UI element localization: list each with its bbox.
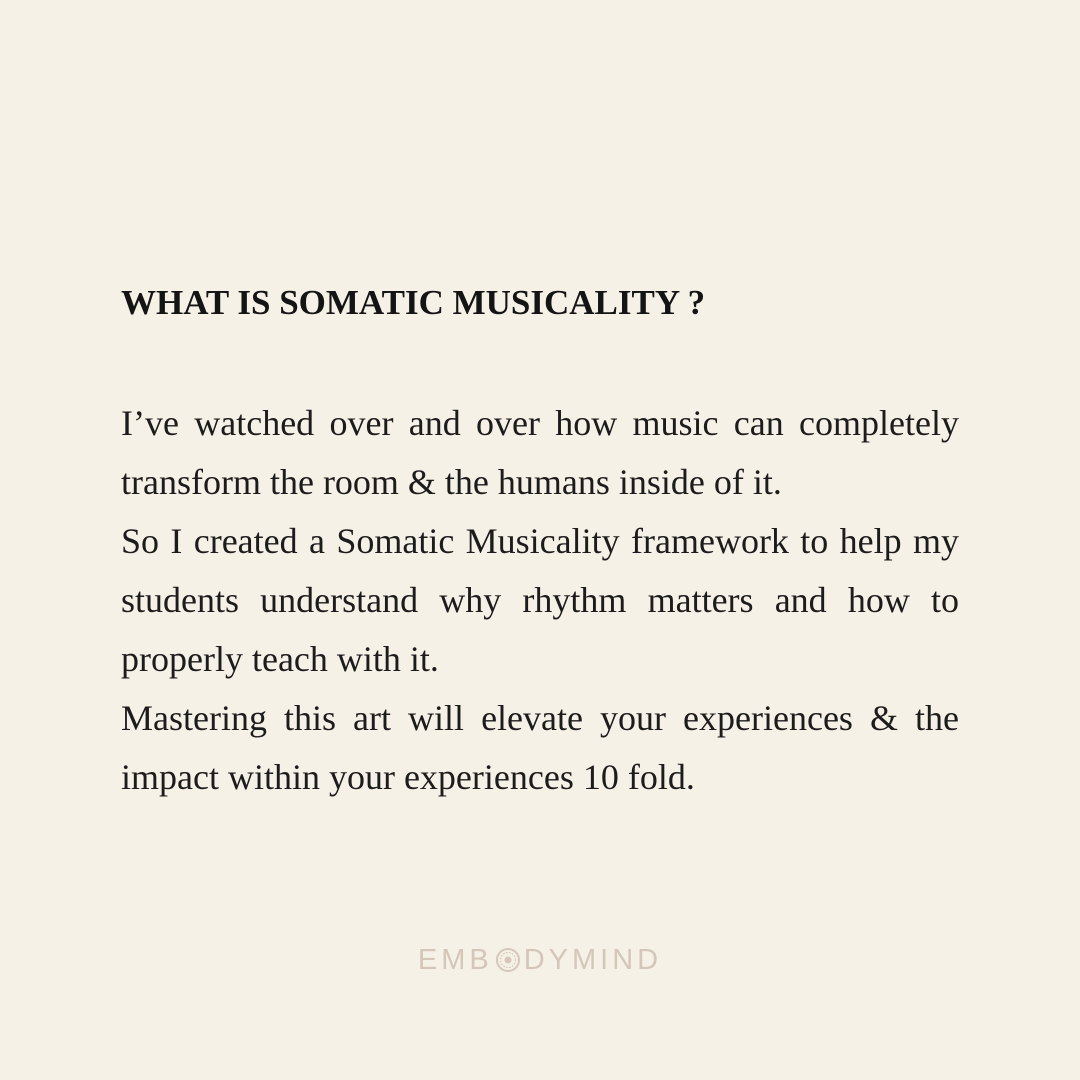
brand-logo [0, 938, 1080, 982]
sun-ring-icon [495, 947, 521, 973]
page-title: WHAT IS SOMATIC MUSICALITY ? [121, 283, 706, 322]
brand-logo-prefix: EMB [417, 943, 493, 976]
brand-logo-suffix: DYMIND [523, 943, 663, 976]
body-text [121, 394, 959, 807]
paragraph-3: Mastering this art will elevate your experiences & the impact within your experiences 10 fold. [121, 698, 959, 797]
paragraph-1: I’ve watched over and over how music can completely transform the room & the humans inside of it. [121, 403, 959, 502]
paragraph-2: So I created a Somatic Musicality framework to help my students understand why rhythm matters and how to properly teach with it. [121, 521, 959, 679]
